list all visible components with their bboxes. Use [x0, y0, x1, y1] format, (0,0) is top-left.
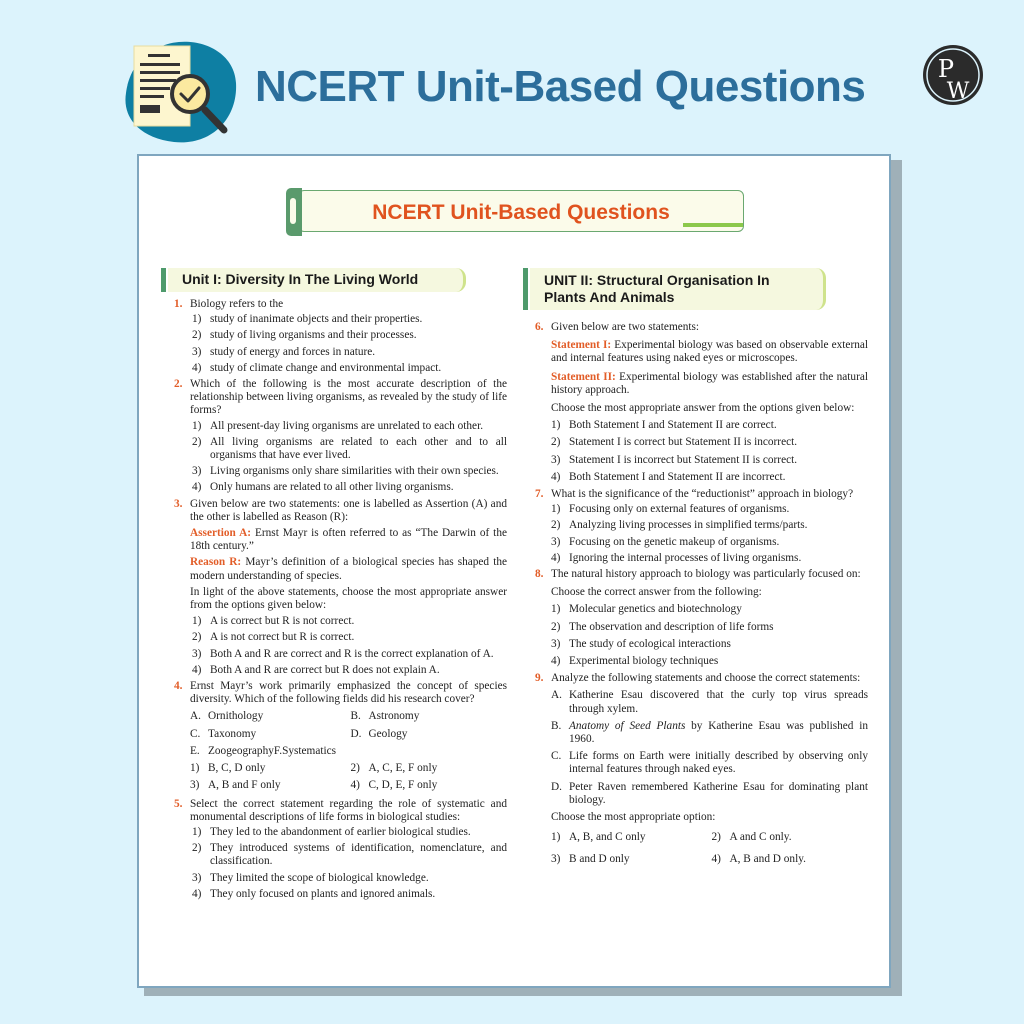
instruction: Choose the correct answer from the following: — [551, 586, 762, 599]
instruction: In light of the above statements, choose the most appropriate answer from the options given below: — [190, 585, 507, 612]
instruction: Choose the most appropriate answer from the options given below: — [551, 402, 855, 415]
option[interactable]: 2) The observation and description of life forms — [551, 620, 774, 633]
option[interactable]: 4) Ignoring the internal processes of living organisms. — [551, 551, 802, 564]
option[interactable]: 3) Statement I is incorrect but Statement II is correct. — [551, 453, 798, 466]
option[interactable]: 4) C, D, E, F only — [350, 779, 438, 792]
option[interactable]: 3) A, B and F only — [190, 779, 281, 792]
svg-text:P: P — [937, 55, 955, 83]
option[interactable]: 2) A and C only. — [711, 831, 792, 844]
left-column — [172, 298, 507, 904]
option[interactable]: 2) A is not correct but R is correct. — [192, 631, 355, 644]
question-4: 4. Ernst Mayr’s work primarily emphasized the concept of species diversity. Which of the following fields did his research cover? A. Ornithology B. Astronomy C. Taxonomy D. Geology E. ZoogeographyF.Systematics 1) B, C, D only 2) A, C, E, F only 3) A, B and F only 4) C, D, E, F only — [174, 680, 507, 792]
option[interactable]: 1) A, B, and C only — [551, 831, 646, 844]
option[interactable]: 3) The study of ecological interactions — [551, 637, 731, 650]
statement-item: A. Katherine Esau discovered that the curly top virus spreads through xylem. — [551, 689, 868, 715]
pw-logo — [922, 44, 984, 106]
unit-2-title: UNIT II: Structural Organisation In Plants And Animals — [544, 272, 770, 305]
unit-2-heading — [530, 268, 826, 310]
option[interactable]: 2) study of living organisms and their processes. — [192, 329, 417, 342]
banner-box — [298, 190, 744, 232]
assertion: Assertion A: Ernst Mayr is often referred to as “The Darwin of the 18th century.” — [190, 527, 507, 553]
option[interactable]: 4) A, B and D only. — [711, 852, 806, 865]
question-1: 1. Biology refers to the 1) study of inanimate objects and their properties. 2) study of living organisms and their processes. 3) study of energy and forces in nature. 4) study of climate change and environmental impact. — [172, 298, 507, 375]
option[interactable]: 2) Statement I is correct but Statement II is incorrect. — [551, 436, 798, 449]
field-item: A. Ornithology — [190, 710, 264, 723]
banner-accent — [683, 223, 743, 227]
option[interactable]: 3) Living organisms only share similarities with their own species. — [192, 465, 499, 478]
statement-2: Statement II: Experimental biology was established after the natural history approach. — [551, 370, 868, 396]
banner-title: NCERT Unit-Based Questions — [372, 201, 670, 224]
option[interactable]: 1) study of inanimate objects and their properties. — [192, 313, 423, 326]
right-column — [533, 321, 868, 872]
option[interactable]: 4) study of climate change and environmental impact. — [192, 361, 442, 374]
option[interactable]: 1) B, C, D only — [190, 762, 266, 775]
option[interactable]: 4) Only humans are related to all other living organisms. — [192, 481, 454, 494]
reason: Reason R: Mayr’s definition of a biological species has shaped the modern understanding of species. — [190, 556, 507, 582]
option[interactable]: 3) They limited the scope of biological knowledge. — [192, 871, 429, 884]
question-8: 8. The natural history approach to biology was particularly focused on: Choose the correct answer from the following: 1) Molecular genetics and biotechnology 2) The observation and description of life forms 3) The study of ecological interactions 4) Experimental biology techniques — [533, 568, 868, 668]
svg-text:W: W — [946, 79, 970, 104]
field-item: B. Astronomy — [350, 710, 420, 723]
page-title: NCERT Unit-Based Questions — [255, 62, 866, 111]
option[interactable]: 3) study of energy and forces in nature. — [192, 345, 376, 358]
question-9: 9. Analyze the following statements and choose the correct statements: A. Katherine Esau discovered that the curly top virus spreads through xylem. B. Anatomy of Seed Plants by Katherine Esau was published in 1960. C. Life forms on Earth were initially described by observing only internal features through naked eyes. D. Peter Raven remembered Katherine Esau for dominating plant biology. Choose the most appropriate option: 1) A, B, and C only 2) A and C only. 3) B and D only 4) A, B and D only. — [535, 672, 868, 865]
banner-tab — [286, 188, 302, 236]
option[interactable]: 1) Focusing only on external features of organisms. — [551, 503, 790, 516]
question-7: 7. What is the significance of the “reductionist” approach in biology? 1) Focusing only on external features of organisms. 2) Analyzing living processes in simplified terms/parts. 3) Focusing on the genetic makeup of organisms. 4) Ignoring the internal processes of living organisms. — [533, 488, 868, 565]
question-5: 5. Select the correct statement regarding the role of systematic and monumental descriptions of life forms in biological studies: 1) They led to the abandonment of earlier biological studies. 2) They introduced systems of identification, nomenclature, and classification. 3) They limited the scope of biological knowledge. 4) They only focused on plants and ignored animals. — [174, 797, 507, 900]
option[interactable]: 4) Both A and R are correct but R does not explain A. — [192, 663, 440, 676]
option[interactable]: 3) Both A and R are correct and R is the correct explanation of A. — [192, 647, 494, 660]
option[interactable]: 3) B and D only — [551, 852, 630, 865]
statement-item: C. Life forms on Earth were initially described by observing only internal features through naked eyes. — [551, 750, 868, 776]
option[interactable]: 2) A, C, E, F only — [350, 762, 438, 775]
option[interactable]: 1) Both Statement I and Statement II are correct. — [551, 419, 777, 432]
question-2: 2. Which of the following is the most accurate description of the relationship between living organisms, as revealed by the study of life forms? 1) All present-day living organisms are unrelated to each other. 2) All living organisms are related to each other and to all organisms that have ever lived. 3) Living organisms only share similarities with their own species. 4) Only humans are related to all other living organisms. — [174, 378, 507, 494]
unit-1-title: Unit I: Diversity In The Living World — [182, 271, 419, 287]
option[interactable]: 2) All living organisms are related to each other and to all organisms that have ever lived. — [192, 435, 507, 462]
option[interactable]: 4) Experimental biology techniques — [551, 655, 719, 668]
statement-item: B. Anatomy of Seed Plants by Katherine Esau was published in 1960. — [551, 719, 868, 746]
document-search-check-icon — [122, 38, 240, 148]
option[interactable]: 2) They introduced systems of identification, nomenclature, and classification. — [192, 842, 507, 868]
unit-1-heading — [168, 268, 466, 292]
field-item: D. Geology — [350, 727, 408, 740]
field-item: C. Taxonomy — [190, 727, 257, 740]
option[interactable]: 4) They only focused on plants and ignored animals. — [192, 887, 436, 900]
question-3: 3. Given below are two statements: one is labelled as Assertion (A) and the other is labelled as Reason (R): Assertion A: Ernst Mayr is often referred to as “The Darwin of the 18th century.” Reason R: Mayr’s definition of a biological species has shaped the modern understanding of species. In light of the above statements, choose the most appropriate answer from the options given below: 1) A is correct but R is not correct. 2) A is not correct but R is correct. 3) Both A and R are correct and R is the correct explanation of A. 4) Both A and R are correct but R does not explain A. — [174, 497, 507, 676]
option[interactable]: 2) Analyzing living processes in simplified terms/parts. — [551, 519, 808, 532]
section-banner — [286, 188, 746, 238]
option[interactable]: 1) They led to the abandonment of earlier biological studies. — [192, 825, 471, 838]
statement-1: Statement I: Experimental biology was based on observable external and internal features using naked eyes or microscopes. — [551, 339, 869, 365]
option[interactable]: 3) Focusing on the genetic makeup of organisms. — [551, 535, 780, 548]
option[interactable]: 4) Both Statement I and Statement II are incorrect. — [551, 470, 786, 483]
option[interactable]: 1) All present-day living organisms are unrelated to each other. — [192, 419, 484, 432]
instruction: Choose the most appropriate option: — [551, 811, 716, 824]
option[interactable]: 1) A is correct but R is not correct. — [192, 615, 355, 628]
option[interactable]: 1) Molecular genetics and biotechnology — [551, 603, 742, 616]
field-item: E. ZoogeographyF.Systematics — [190, 744, 337, 757]
question-6: 6. Given below are two statements: Statement I: Experimental biology was based on observable external and internal features using naked eyes or microscopes. Statement II: Experimental biology was established after the natural history approach. Choose the most appropriate answer from the options given below: 1) Both Statement I and Statement II are correct. 2) Statement I is correct but Statement II is incorrect. 3) Statement I is incorrect but Statement II is correct. 4) Both Statement I and Statement II are incorrect. — [535, 321, 869, 483]
statement-item: D. Peter Raven remembered Katherine Esau for dominating plant biology. — [551, 780, 868, 806]
